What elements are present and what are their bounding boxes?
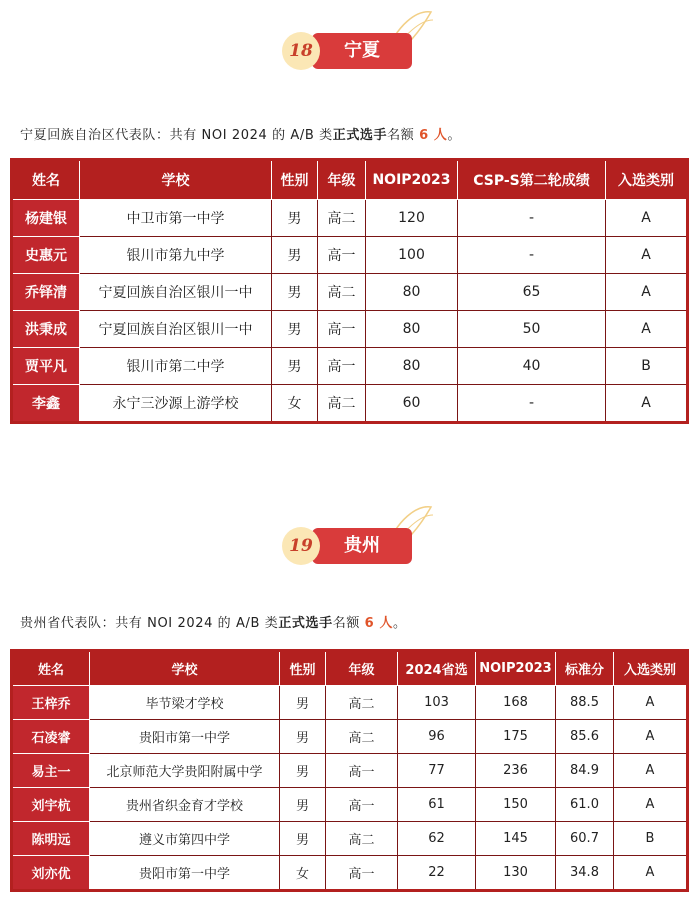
student-name: 石凌睿 bbox=[12, 720, 90, 754]
gender-cell: 男 bbox=[272, 348, 318, 385]
category-cell: A bbox=[606, 237, 688, 274]
ningxia-table bbox=[10, 158, 689, 424]
student-name: 陈明远 bbox=[12, 822, 90, 856]
column-header: 标准分 bbox=[556, 651, 614, 686]
standard-score-cell: 60.7 bbox=[556, 822, 614, 856]
grade-cell: 高二 bbox=[318, 274, 366, 311]
category-cell: A bbox=[614, 788, 688, 822]
table-row bbox=[12, 385, 688, 423]
category-cell: A bbox=[606, 385, 688, 423]
noip-score-cell: 100 bbox=[366, 237, 458, 274]
table-row bbox=[12, 822, 688, 856]
category-cell: A bbox=[614, 856, 688, 891]
grade-cell: 高一 bbox=[318, 311, 366, 348]
student-name: 洪秉成 bbox=[12, 311, 80, 348]
category-cell: A bbox=[614, 686, 688, 720]
table-header-row bbox=[12, 651, 688, 686]
gender-cell: 女 bbox=[280, 856, 326, 891]
standard-score-cell: 34.8 bbox=[556, 856, 614, 891]
section-intro: 贵州省代表队：共有 NOI 2024 的 A/B 类正式选手名额 6 人。 bbox=[20, 616, 407, 631]
provincial-score-cell: 96 bbox=[398, 720, 476, 754]
school-cell: 贵阳市第一中学 bbox=[90, 720, 280, 754]
noip-score-cell: 60 bbox=[366, 385, 458, 423]
category-cell: B bbox=[606, 348, 688, 385]
noip-score-cell: 120 bbox=[366, 200, 458, 237]
grade-cell: 高二 bbox=[326, 822, 398, 856]
student-name: 刘宇杭 bbox=[12, 788, 90, 822]
student-name: 杨建银 bbox=[12, 200, 80, 237]
standard-score-cell: 88.5 bbox=[556, 686, 614, 720]
noip-score-cell: 168 bbox=[476, 686, 556, 720]
column-header: 入选类别 bbox=[614, 651, 688, 686]
csp-score-cell: 50 bbox=[458, 311, 606, 348]
noip-score-cell: 175 bbox=[476, 720, 556, 754]
column-header: 学校 bbox=[90, 651, 280, 686]
student-name: 乔铎清 bbox=[12, 274, 80, 311]
category-cell: A bbox=[614, 754, 688, 788]
gender-cell: 男 bbox=[272, 311, 318, 348]
grade-cell: 高二 bbox=[318, 385, 366, 423]
column-header: NOIP2023 bbox=[476, 651, 556, 686]
noip-score-cell: 236 bbox=[476, 754, 556, 788]
school-cell: 银川市第二中学 bbox=[80, 348, 272, 385]
csp-score-cell: - bbox=[458, 237, 606, 274]
table-row bbox=[12, 311, 688, 348]
guizhou-table bbox=[10, 649, 689, 892]
table-row bbox=[12, 237, 688, 274]
gender-cell: 男 bbox=[280, 686, 326, 720]
section-badge bbox=[282, 503, 442, 573]
section-badge bbox=[282, 8, 442, 78]
gender-cell: 男 bbox=[280, 754, 326, 788]
student-name: 史惠元 bbox=[12, 237, 80, 274]
grade-cell: 高一 bbox=[326, 856, 398, 891]
school-cell: 永宁三沙源上游学校 bbox=[80, 385, 272, 423]
gender-cell: 男 bbox=[272, 200, 318, 237]
school-cell: 毕节梁才学校 bbox=[90, 686, 280, 720]
gender-cell: 男 bbox=[272, 237, 318, 274]
csp-score-cell: 40 bbox=[458, 348, 606, 385]
column-header: 学校 bbox=[80, 160, 272, 200]
category-cell: B bbox=[614, 822, 688, 856]
grade-cell: 高一 bbox=[326, 788, 398, 822]
table-row bbox=[12, 788, 688, 822]
school-cell: 中卫市第一中学 bbox=[80, 200, 272, 237]
school-cell: 宁夏回族自治区银川一中 bbox=[80, 274, 272, 311]
table-row bbox=[12, 686, 688, 720]
table-header-row bbox=[12, 160, 688, 200]
standard-score-cell: 85.6 bbox=[556, 720, 614, 754]
table-row bbox=[12, 274, 688, 311]
grade-cell: 高一 bbox=[326, 754, 398, 788]
noip-score-cell: 80 bbox=[366, 274, 458, 311]
student-name: 李鑫 bbox=[12, 385, 80, 423]
noip-score-cell: 80 bbox=[366, 348, 458, 385]
student-name: 易主一 bbox=[12, 754, 90, 788]
school-cell: 贵阳市第一中学 bbox=[90, 856, 280, 891]
noip-score-cell: 145 bbox=[476, 822, 556, 856]
table-row bbox=[12, 856, 688, 891]
column-header: 年级 bbox=[326, 651, 398, 686]
provincial-score-cell: 62 bbox=[398, 822, 476, 856]
section-number: 18 bbox=[282, 32, 320, 70]
section-title: 宁夏 bbox=[312, 33, 412, 69]
category-cell: A bbox=[606, 274, 688, 311]
standard-score-cell: 84.9 bbox=[556, 754, 614, 788]
grade-cell: 高二 bbox=[326, 720, 398, 754]
column-header: CSP-S第二轮成绩 bbox=[458, 160, 606, 200]
grade-cell: 高二 bbox=[318, 200, 366, 237]
grade-cell: 高一 bbox=[318, 237, 366, 274]
standard-score-cell: 61.0 bbox=[556, 788, 614, 822]
school-cell: 宁夏回族自治区银川一中 bbox=[80, 311, 272, 348]
school-cell: 银川市第九中学 bbox=[80, 237, 272, 274]
category-cell: A bbox=[606, 200, 688, 237]
gender-cell: 男 bbox=[280, 720, 326, 754]
section-title: 贵州 bbox=[312, 528, 412, 564]
noip-score-cell: 150 bbox=[476, 788, 556, 822]
provincial-score-cell: 61 bbox=[398, 788, 476, 822]
table-row bbox=[12, 200, 688, 237]
gender-cell: 男 bbox=[280, 822, 326, 856]
csp-score-cell: 65 bbox=[458, 274, 606, 311]
table-row bbox=[12, 720, 688, 754]
section-intro: 宁夏回族自治区代表队：共有 NOI 2024 的 A/B 类正式选手名额 6 人。 bbox=[20, 128, 462, 143]
student-name: 王梓乔 bbox=[12, 686, 90, 720]
student-name: 贾平凡 bbox=[12, 348, 80, 385]
grade-cell: 高一 bbox=[318, 348, 366, 385]
provincial-score-cell: 103 bbox=[398, 686, 476, 720]
column-header: 姓名 bbox=[12, 651, 90, 686]
gender-cell: 女 bbox=[272, 385, 318, 423]
provincial-score-cell: 77 bbox=[398, 754, 476, 788]
school-cell: 遵义市第四中学 bbox=[90, 822, 280, 856]
grade-cell: 高二 bbox=[326, 686, 398, 720]
column-header: 入选类别 bbox=[606, 160, 688, 200]
column-header: 性别 bbox=[272, 160, 318, 200]
noip-score-cell: 130 bbox=[476, 856, 556, 891]
column-header: 年级 bbox=[318, 160, 366, 200]
gender-cell: 男 bbox=[280, 788, 326, 822]
school-cell: 贵州省织金育才学校 bbox=[90, 788, 280, 822]
school-cell: 北京师范大学贵阳附属中学 bbox=[90, 754, 280, 788]
table-row bbox=[12, 754, 688, 788]
csp-score-cell: - bbox=[458, 385, 606, 423]
column-header: 性别 bbox=[280, 651, 326, 686]
column-header: 姓名 bbox=[12, 160, 80, 200]
gender-cell: 男 bbox=[272, 274, 318, 311]
column-header: NOIP2023 bbox=[366, 160, 458, 200]
column-header: 2024省选 bbox=[398, 651, 476, 686]
noip-score-cell: 80 bbox=[366, 311, 458, 348]
csp-score-cell: - bbox=[458, 200, 606, 237]
category-cell: A bbox=[606, 311, 688, 348]
provincial-score-cell: 22 bbox=[398, 856, 476, 891]
student-name: 刘亦优 bbox=[12, 856, 90, 891]
section-number: 19 bbox=[282, 527, 320, 565]
category-cell: A bbox=[614, 720, 688, 754]
table-row bbox=[12, 348, 688, 385]
